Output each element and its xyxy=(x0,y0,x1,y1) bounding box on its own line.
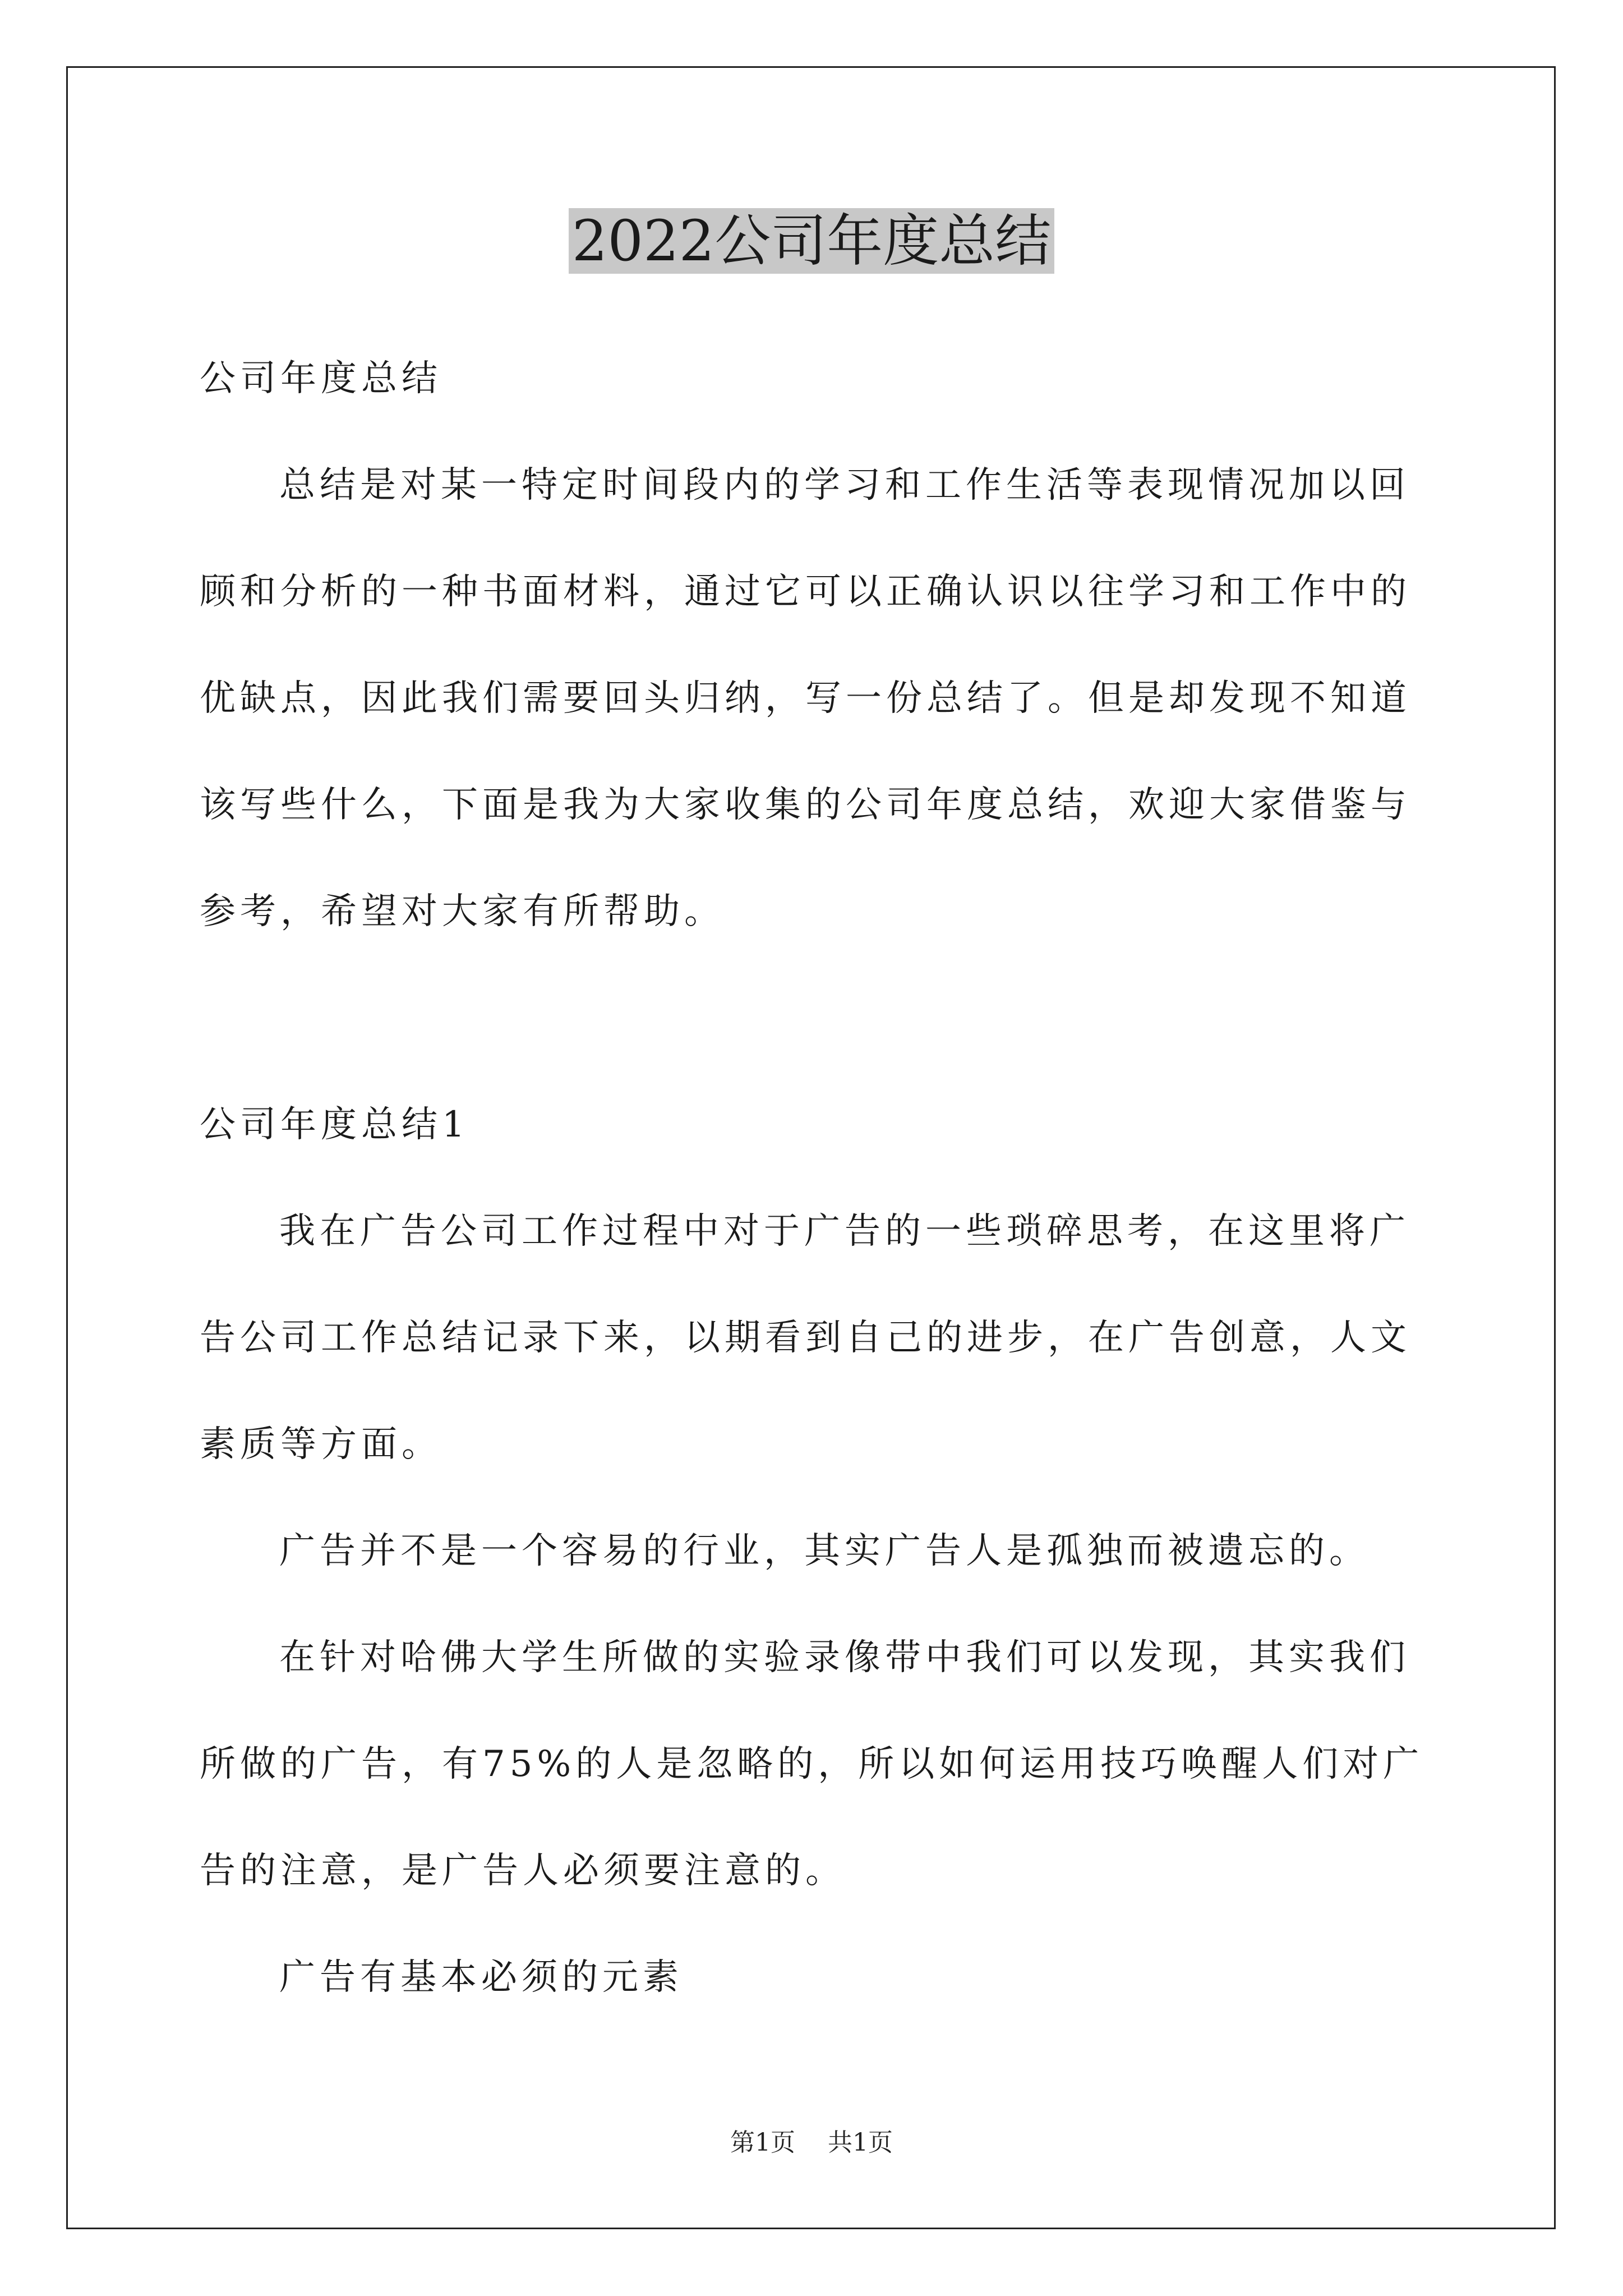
paragraph-line: 告公司工作总结记录下来，以期看到自己的进步，在广告创意，人文 xyxy=(200,1317,1411,1359)
paragraph-line: 告的注意，是广告人必须要注意的。 xyxy=(200,1850,846,1892)
paragraph-line: 素质等方面。 xyxy=(200,1424,442,1465)
section-heading: 公司年度总结 xyxy=(200,358,442,399)
section-heading: 公司年度总结1 xyxy=(200,1104,469,1145)
paragraph-line: 优缺点，因此我们需要回头归纳，写一份总结了。但是却发现不知道 xyxy=(200,678,1411,719)
page-number-total: 共1页 xyxy=(828,2128,893,2157)
document-title xyxy=(0,202,1623,280)
paragraph-line: 参考，希望对大家有所帮助。 xyxy=(200,891,725,932)
page-footer xyxy=(0,2127,1623,2159)
paragraph-line: 所做的广告，有75%的人是忽略的，所以如何运用技巧唤醒人们对广 xyxy=(200,1743,1424,1785)
paragraph-line: 广告并不是一个容易的行业，其实广告人是孤独而被遗忘的。 xyxy=(279,1530,1370,1572)
paragraph-line: 广告有基本必须的元素 xyxy=(279,1957,683,1998)
page-number-current: 第1页 xyxy=(730,2128,795,2157)
paragraph-line: 总结是对某一特定时间段内的学习和工作生活等表现情况加以回 xyxy=(279,464,1410,506)
paragraph-line: 顾和分析的一种书面材料，通过它可以正确认识以往学习和工作中的 xyxy=(200,571,1411,613)
paragraph-line: 我在广告公司工作过程中对于广告的一些琐碎思考，在这里将广 xyxy=(279,1211,1410,1252)
paragraph-line: 该写些什么，下面是我为大家收集的公司年度总结，欢迎大家借鉴与 xyxy=(200,784,1411,826)
paragraph-line: 在针对哈佛大学生所做的实验录像带中我们可以发现，其实我们 xyxy=(279,1637,1410,1678)
document-title-text: 2022公司年度总结 xyxy=(569,208,1055,274)
